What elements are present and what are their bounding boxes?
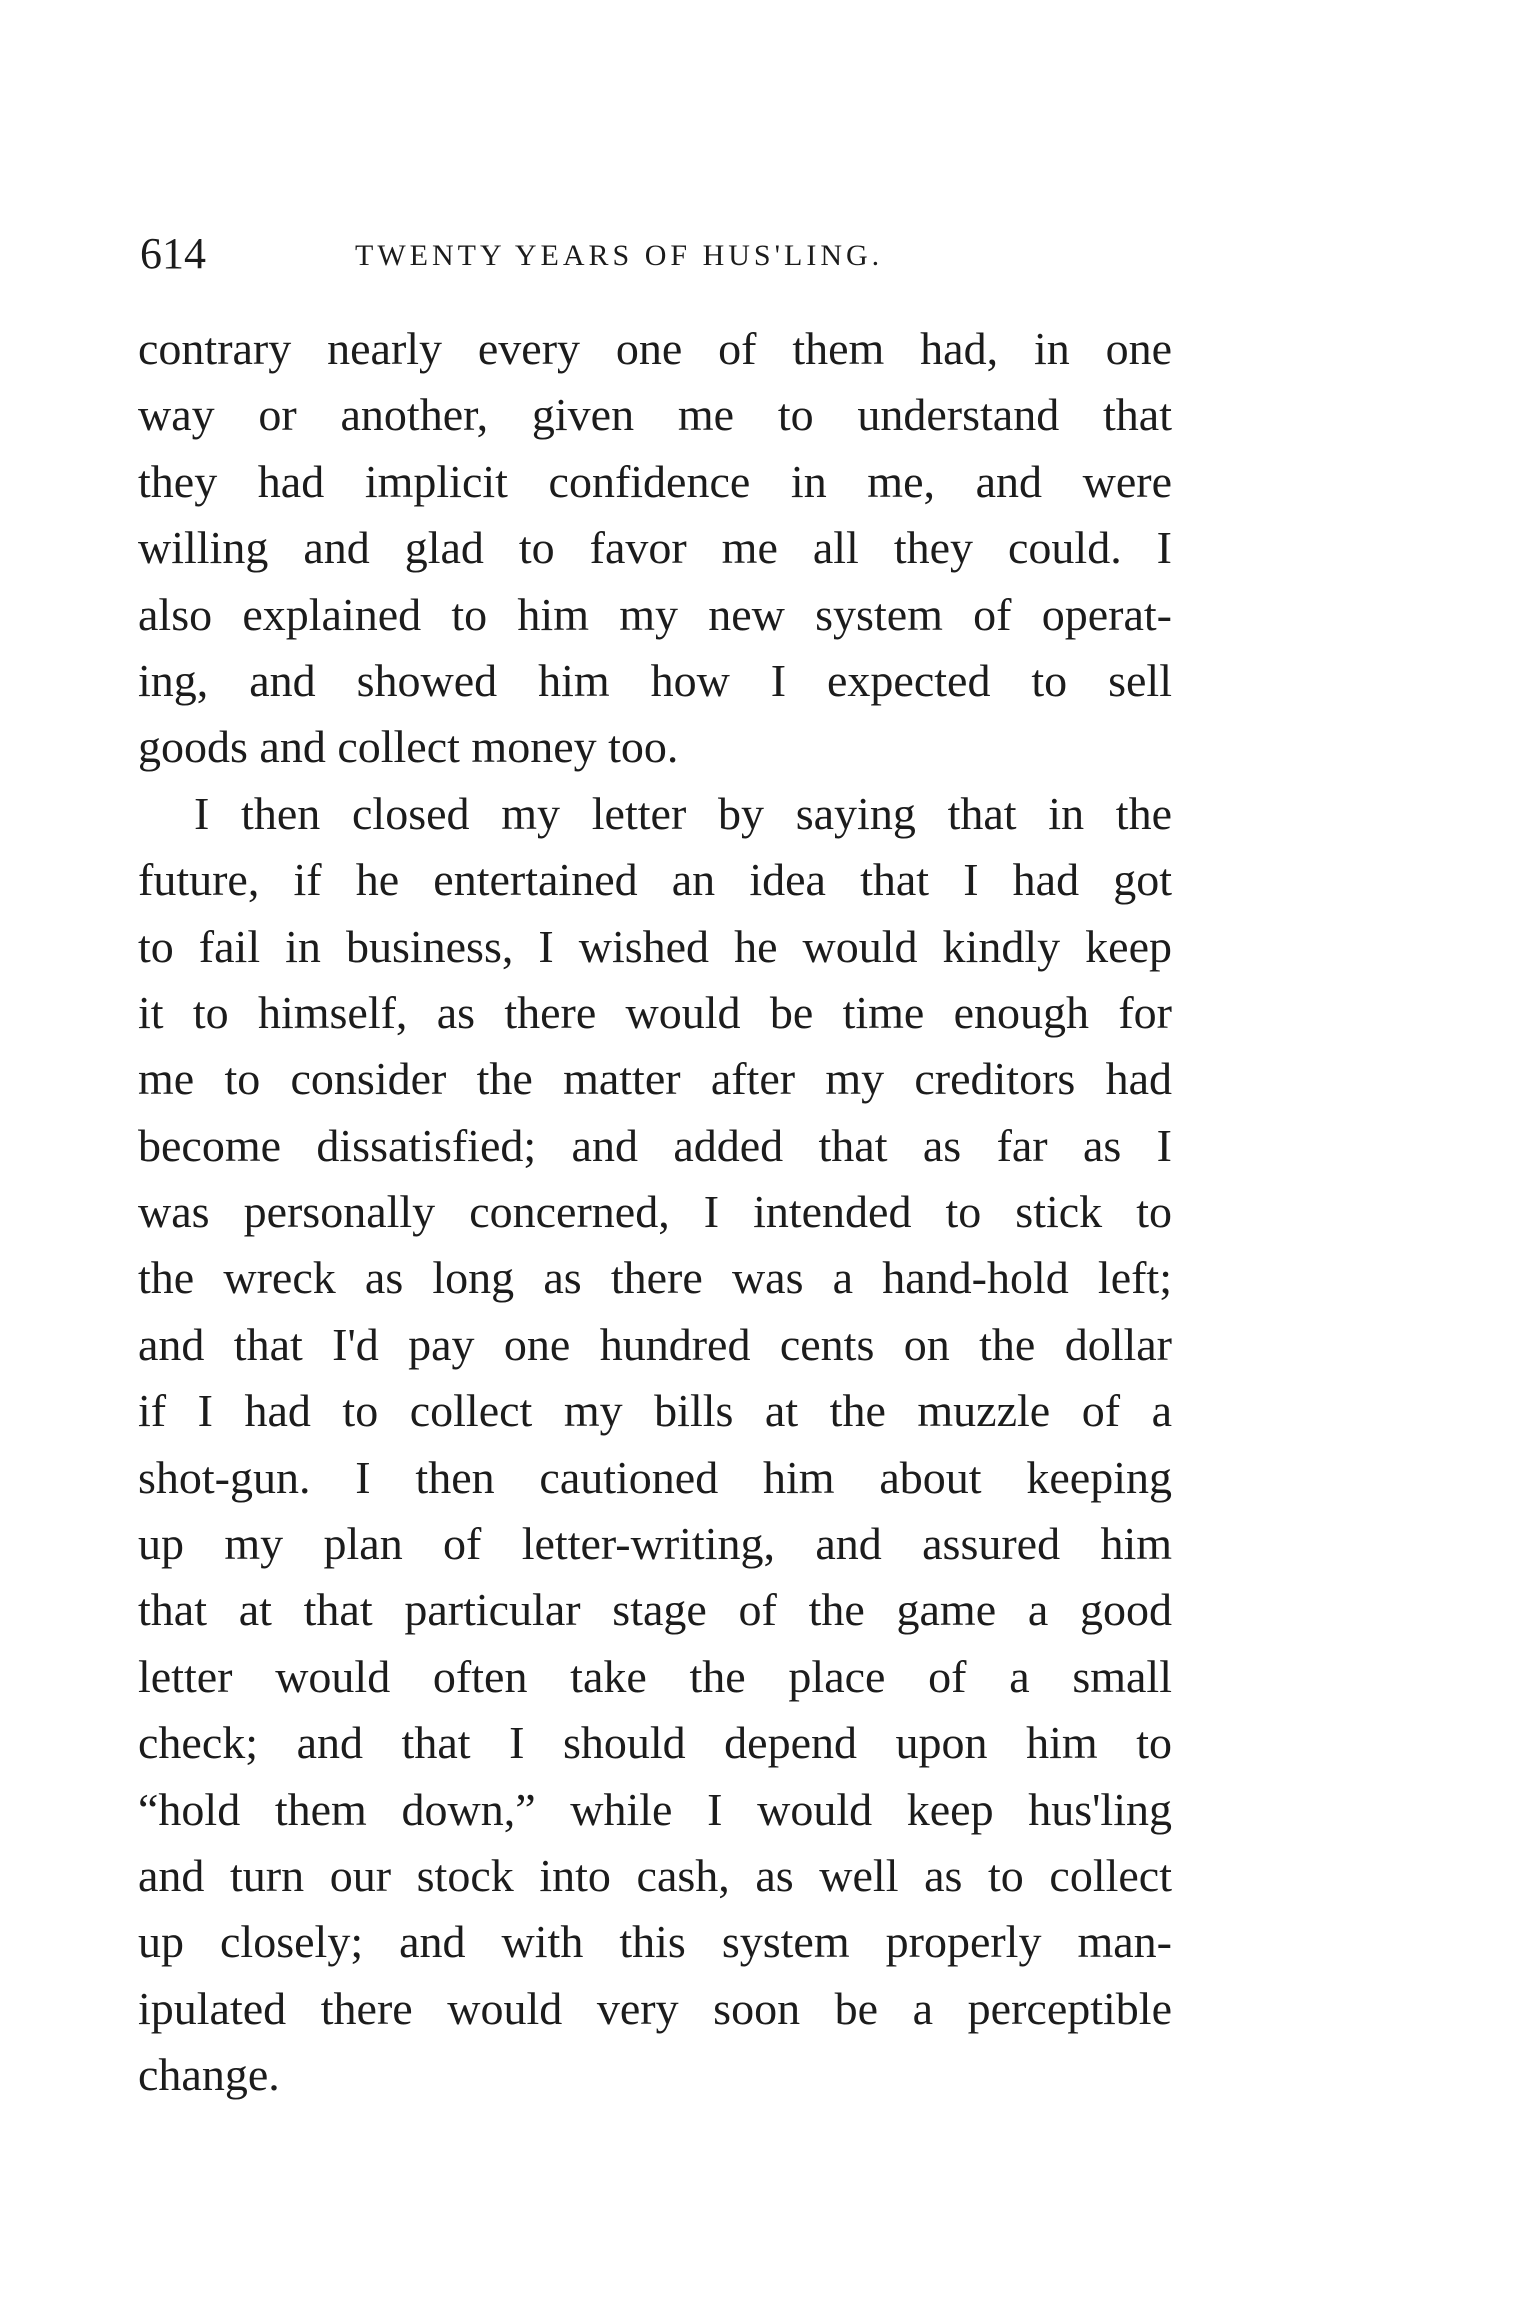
text-line: the wreck as long as there was a hand-hold left; [138,1252,1172,1304]
text-line: was personally concerned, I intended to stick to [138,1186,1172,1238]
page-number: 614 [140,229,206,278]
text-line: to fail in business, I wished he would kindly keep [138,920,1172,972]
paragraph-2 [138,781,1172,2109]
text-line: future, if he entertained an idea that I had got [138,854,1172,906]
text-line: ing, and showed him how I expected to sell [138,654,1172,706]
text-line: “hold them down,” while I would keep hus'ling [138,1783,1172,1835]
text-line: they had implicit confidence in me, and were [138,455,1172,507]
text-line: up closely; and with this system properly man- [138,1916,1172,1968]
text-line: that at that particular stage of the game a good [138,1584,1172,1636]
text-line: shot-gun. I then cautioned him about keeping [138,1451,1172,1503]
paragraph-1 [138,316,1172,781]
text-line: up my plan of letter-writing, and assured him [138,1518,1172,1570]
body-text [138,316,1172,2109]
text-line: me to consider the matter after my creditors had [138,1053,1172,1105]
text-line: also explained to him my new system of operat- [138,588,1172,640]
text-line: check; and that I should depend upon him to [138,1717,1172,1769]
running-head: TWENTY YEARS OF HUS'LING. [355,239,884,272]
text-line: contrary nearly every one of them had, in one [138,323,1172,374]
text-line: it to himself, as there would be time enough for [138,986,1172,1038]
text-line: become dissatisfied; and added that as far as I [138,1119,1172,1171]
text-line: way or another, given me to understand that [138,389,1172,441]
text-line: change. [138,2049,280,2101]
text-line: and that I'd pay one hundred cents on the dollar [138,1318,1172,1370]
text-line: letter would often take the place of a small [138,1650,1172,1702]
text-line: willing and glad to favor me all they could. I [138,522,1172,574]
text-line: if I had to collect my bills at the muzzle of a [138,1385,1172,1437]
text-line: ipulated there would very soon be a perceptible [138,1982,1172,2034]
page-header [140,224,1180,284]
text-line: goods and collect money too. [138,721,679,773]
text-line: I then closed my letter by saying that in the [194,787,1172,839]
text-line: and turn our stock into cash, as well as to collect [138,1849,1172,1901]
